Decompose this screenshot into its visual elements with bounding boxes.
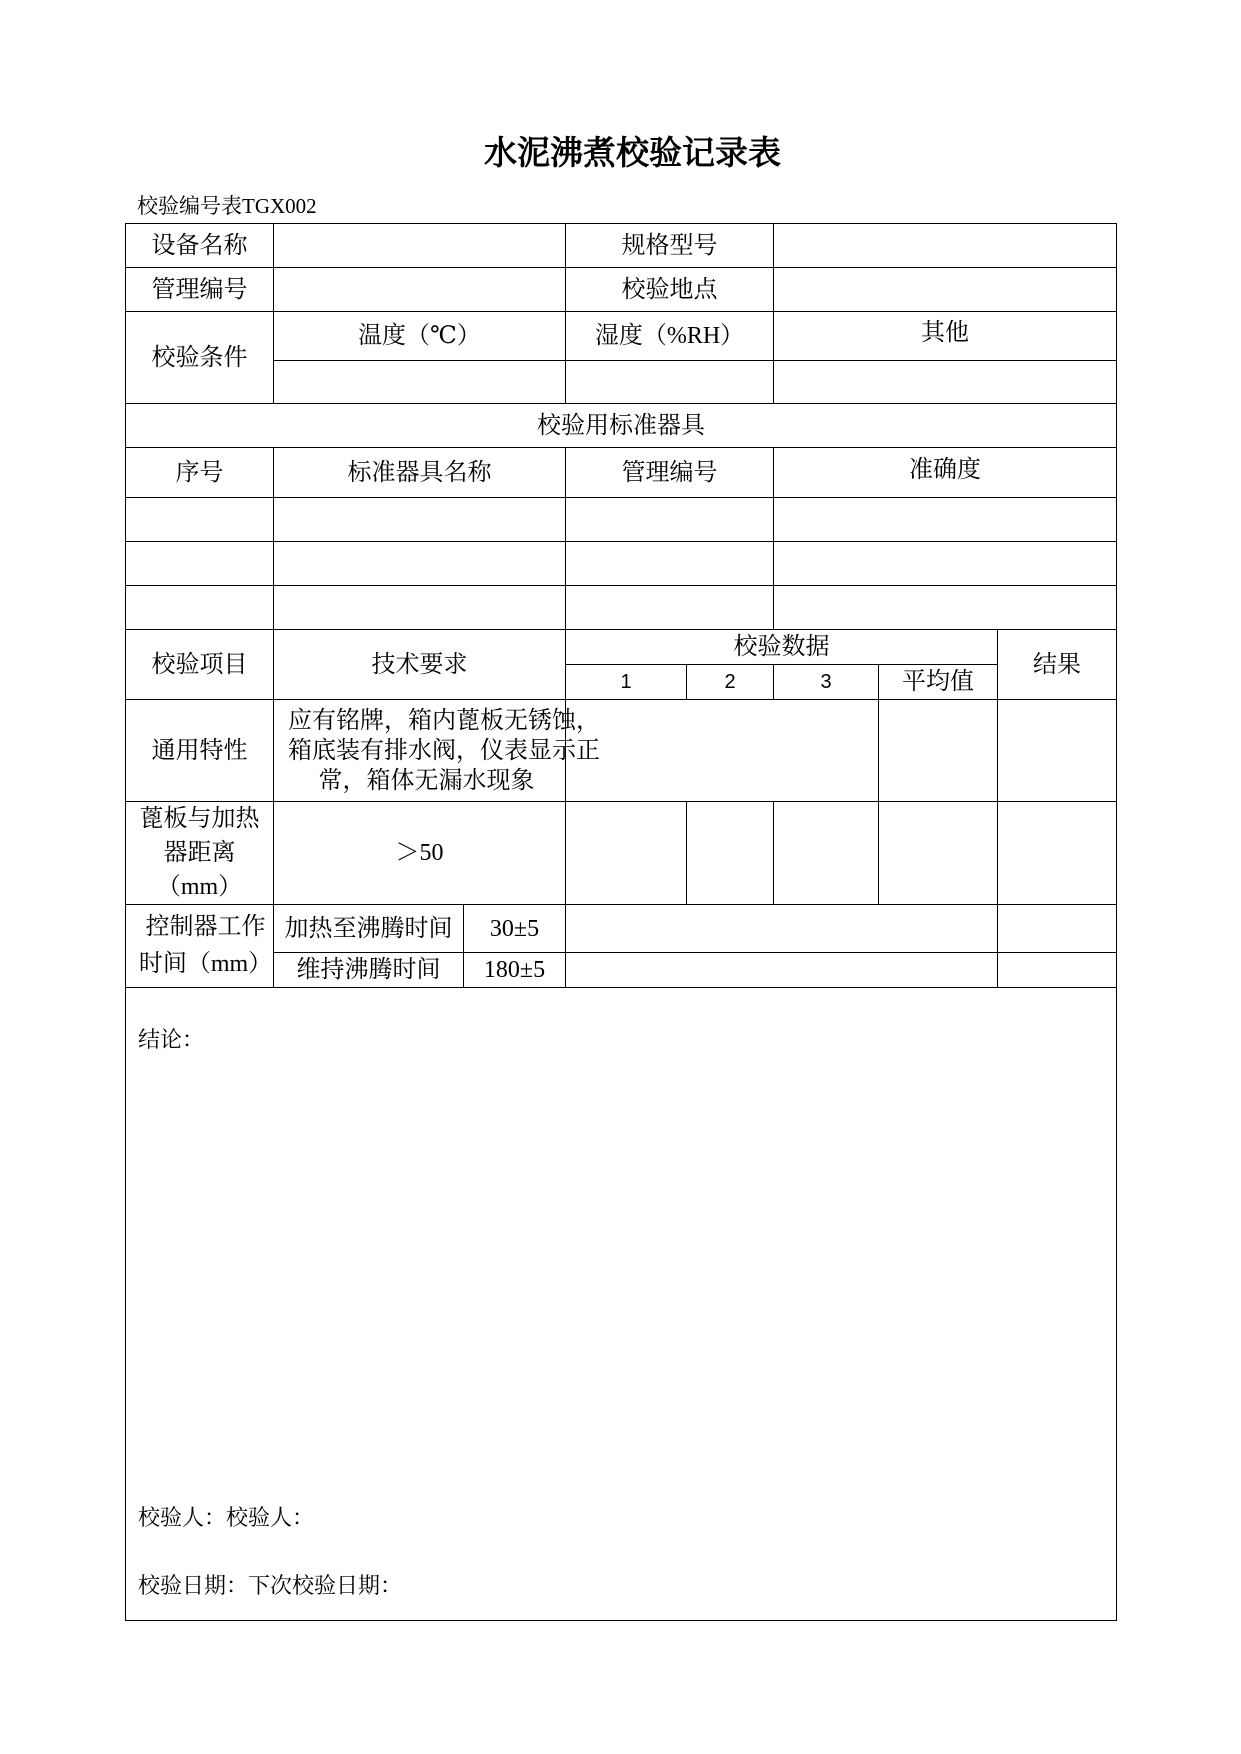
controller-heating-row: [126, 905, 1117, 953]
general-characteristics-data-cell: [566, 700, 879, 802]
distance-requirement: ＞50: [274, 802, 566, 905]
form-number: 校验编号表TGX002: [137, 194, 317, 218]
standards-name-header: 标准器具名称: [274, 448, 566, 498]
controller-label-line: 控制器工作: [145, 914, 266, 940]
maintain-boil-requirement: 180±5: [464, 953, 566, 988]
standards-row: [126, 498, 1117, 542]
inspection-item-header: 校验项目: [126, 630, 274, 700]
standards-index-cell: [126, 542, 274, 586]
controller-boiling-row: [126, 953, 1117, 988]
distance-average-cell: [879, 802, 998, 905]
standards-accuracy-cell: [774, 586, 1117, 630]
requirement-line: 常，箱体无漏水现象: [318, 767, 535, 794]
document-title: 水泥沸煮校验记录表: [484, 136, 781, 172]
humidity-label: 湿度（%RH）: [566, 312, 774, 361]
other-conditions-value-cell: [774, 361, 1117, 404]
general-characteristics-result-cell: [998, 700, 1117, 802]
conditions-header-row: [126, 312, 1117, 361]
standards-name-cell: [274, 498, 566, 542]
standards-accuracy-cell: [774, 498, 1117, 542]
maintain-boil-label: 维持沸腾时间: [274, 953, 464, 988]
standards-title-row: [126, 404, 1117, 448]
heating-to-boil-result-cell: [998, 905, 1117, 953]
conclusion-cell: [126, 988, 1117, 1621]
standards-accuracy-header: 准确度: [774, 448, 1117, 498]
distance-data-1-cell: [566, 802, 687, 905]
equipment-name-value-cell: [274, 224, 566, 268]
distance-row: [126, 802, 1117, 905]
distance-label-line: 器距离: [163, 840, 236, 866]
distance-label: [126, 802, 274, 905]
requirement-line: 箱底装有排水阀，仪表显示正: [288, 737, 600, 764]
standards-mgmt-no-cell: [566, 542, 774, 586]
heating-to-boil-label: 加热至沸腾时间: [274, 905, 464, 953]
inspection-data-header: 校验数据: [566, 630, 998, 665]
maintain-boil-result-cell: [998, 953, 1117, 988]
humidity-value-cell: [566, 361, 774, 404]
equipment-location-value-cell: [774, 268, 1117, 312]
other-conditions-label: 其他: [774, 312, 1117, 361]
conclusion-box: [126, 988, 1116, 1620]
data-column-average: 平均值: [879, 665, 998, 700]
standards-index-cell: [126, 586, 274, 630]
standards-index-cell: [126, 498, 274, 542]
requirement-line: 应有铭牌，箱内蓖板无锈蚀，: [288, 707, 600, 734]
general-characteristics-label: 通用特性: [126, 700, 274, 802]
data-column-1: 1: [566, 665, 687, 700]
standards-row: [126, 542, 1117, 586]
maintain-boil-data-cell: [566, 953, 998, 988]
standards-header-row: [126, 448, 1117, 498]
distance-label-line: （mm）: [156, 874, 243, 900]
distance-label-line: 蓖板与加热: [139, 806, 260, 832]
standards-row: [126, 586, 1117, 630]
general-characteristics-requirement: [274, 700, 600, 802]
equipment-name-label: 设备名称: [126, 224, 274, 268]
equipment-model-label: 规格型号: [566, 224, 774, 268]
distance-data-3-cell: [774, 802, 879, 905]
calibration-record-table: [125, 223, 1117, 1621]
data-column-2: 2: [687, 665, 774, 700]
heating-to-boil-data-cell: [566, 905, 998, 953]
temperature-value-cell: [274, 361, 566, 404]
equipment-model-value-cell: [774, 224, 1117, 268]
heating-to-boil-requirement: 30±5: [464, 905, 566, 953]
temperature-label: 温度（℃）: [274, 312, 566, 361]
standards-mgmt-no-cell: [566, 586, 774, 630]
equipment-row-1: [126, 224, 1117, 268]
inspection-result-header: 结果: [998, 630, 1117, 700]
general-characteristics-average-cell: [879, 700, 998, 802]
standards-name-cell: [274, 542, 566, 586]
standards-index-header: 序号: [126, 448, 274, 498]
inspection-header-row: [126, 630, 1117, 665]
conclusion-label: 结论：: [138, 1027, 205, 1052]
standards-accuracy-cell: [774, 542, 1117, 586]
controller-time-label: [126, 905, 274, 988]
conditions-label: 校验条件: [126, 312, 274, 404]
inspector-line: 校验人：校验人：: [138, 1505, 315, 1530]
standards-section-title: 校验用标准器具: [126, 404, 1117, 448]
standards-name-cell: [274, 586, 566, 630]
distance-result-cell: [998, 802, 1117, 905]
inspection-date-line: 校验日期：下次校验日期：: [138, 1573, 403, 1598]
conclusion-row: [126, 988, 1117, 1621]
equipment-mgmt-no-label: 管理编号: [126, 268, 274, 312]
inspection-requirement-header: 技术要求: [274, 630, 566, 700]
distance-data-2-cell: [687, 802, 774, 905]
equipment-mgmt-no-value-cell: [274, 268, 566, 312]
general-characteristics-row: [126, 700, 1117, 802]
standards-mgmt-no-cell: [566, 498, 774, 542]
equipment-location-label: 校验地点: [566, 268, 774, 312]
data-column-3: 3: [774, 665, 879, 700]
conditions-value-row: [126, 361, 1117, 404]
equipment-row-2: [126, 268, 1117, 312]
standards-mgmt-no-header: 管理编号: [566, 448, 774, 498]
controller-label-line: 时间（mm）: [138, 951, 273, 977]
